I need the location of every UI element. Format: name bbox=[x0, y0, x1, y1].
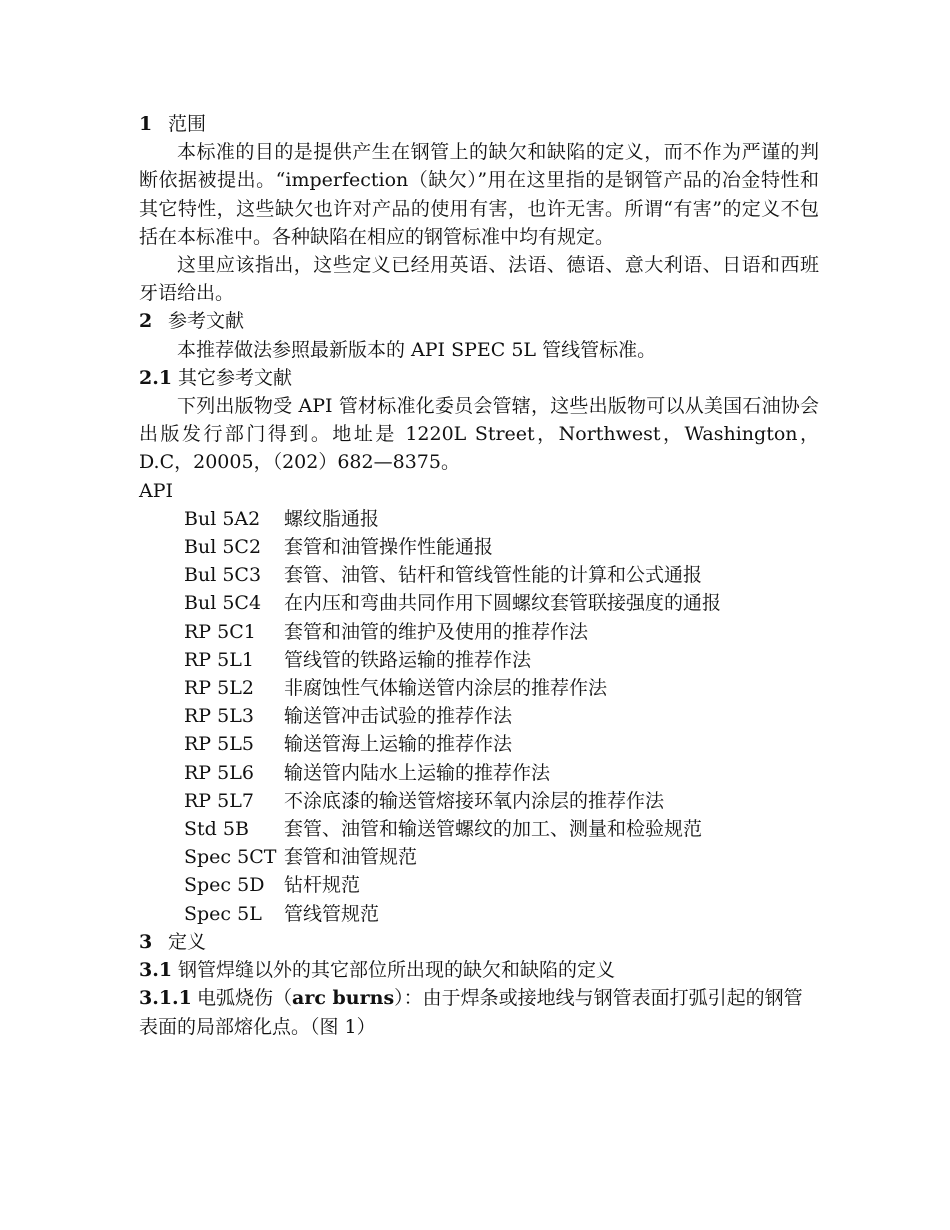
reference-title: 管线管规范 bbox=[284, 902, 380, 925]
reference-title: 套管、油管和输送管螺纹的加工、测量和检验规范 bbox=[284, 818, 703, 841]
reference-code: Bul 5A2 bbox=[184, 507, 261, 530]
section-number: 3.1.1 bbox=[139, 987, 192, 1010]
reference-code: RP 5L2 bbox=[184, 677, 254, 700]
reference-title: 钻杆规范 bbox=[284, 874, 361, 897]
reference-code: RP 5L1 bbox=[184, 648, 254, 671]
reference-title: 非腐蚀性气体输送管内涂层的推荐作法 bbox=[284, 677, 608, 700]
reference-code: Spec 5CT bbox=[184, 846, 277, 869]
reference-code: Bul 5C3 bbox=[184, 564, 262, 587]
reference-title: 螺纹脂通报 bbox=[284, 507, 380, 530]
reference-code: Bul 5C2 bbox=[184, 536, 262, 559]
reference-item bbox=[139, 702, 819, 730]
reference-code: RP 5C1 bbox=[184, 620, 256, 643]
reference-code: Spec 5D bbox=[184, 874, 265, 897]
reference-title: 套管和油管规范 bbox=[284, 846, 418, 869]
section-number: 2 bbox=[139, 310, 153, 333]
paragraph-other-references: 下列出版物受 API 管材标准化委员会管辖，这些出版物可以从美国石油协会出版发行部门得到。地址是 1220L Street，Northwest，Washington，D.C，20005，（202）682—8375。 bbox=[139, 395, 819, 474]
reference-title: 输送管海上运输的推荐作法 bbox=[284, 733, 513, 756]
reference-item bbox=[139, 589, 819, 617]
reference-title: 套管和油管操作性能通报 bbox=[284, 536, 494, 559]
section-heading-2-1 bbox=[139, 364, 819, 392]
api-label: API bbox=[139, 479, 174, 502]
section-number: 3 bbox=[139, 930, 153, 953]
reference-item bbox=[139, 533, 819, 561]
section-title: 参考文献 bbox=[168, 310, 245, 333]
section-heading-2 bbox=[139, 307, 819, 335]
reference-item bbox=[139, 787, 819, 815]
reference-code: Spec 5L bbox=[184, 902, 262, 925]
section-title: 钢管焊缝以外的其它部位所出现的缺欠和缺陷的定义 bbox=[178, 959, 616, 982]
reference-item bbox=[139, 871, 819, 899]
reference-code: RP 5L7 bbox=[184, 789, 254, 812]
section-title: 其它参考文献 bbox=[178, 366, 293, 389]
section-number: 3.1 bbox=[139, 959, 173, 982]
reference-item bbox=[139, 505, 819, 533]
reference-item bbox=[139, 674, 819, 702]
reference-item bbox=[139, 815, 819, 843]
reference-code: RP 5L6 bbox=[184, 761, 254, 784]
definition-text: ）：由于焊条或接地线与钢管表面打弧引起的钢管表面的局部熔化点。（图 1） bbox=[139, 987, 803, 1038]
section-heading-1 bbox=[139, 110, 819, 138]
reference-item bbox=[139, 759, 819, 787]
definition-arc-burns bbox=[139, 984, 819, 1040]
reference-title: 套管和油管的维护及使用的推荐作法 bbox=[284, 620, 589, 643]
section-title: 定义 bbox=[168, 930, 207, 953]
section-number: 1 bbox=[139, 113, 153, 135]
reference-item bbox=[139, 561, 819, 589]
definition-title-prefix: 电弧烧伤（ bbox=[197, 987, 293, 1010]
document-content bbox=[139, 110, 819, 1041]
paragraph-scope-2: 这里应该指出，这些定义已经用英语、法语、德语、意大利语、日语和西班牙语给出。 bbox=[139, 254, 819, 305]
paragraph-scope-1: 本标准的目的是提供产生在钢管上的缺欠和缺陷的定义，而不作为严谨的判断依据被提出。“imperfection（缺欠）”用在这里指的是钢管产品的冶金特性和其它特性，这些缺欠也许对产品的使用有害，也许无害。所谓“有害”的定义不包括在本标准中。各种缺陷在相应的钢管标准中均有规定。 bbox=[139, 141, 819, 248]
reference-list bbox=[139, 505, 819, 928]
reference-item bbox=[139, 618, 819, 646]
reference-title: 在内压和弯曲共同作用下圆螺纹套管联接强度的通报 bbox=[284, 592, 722, 615]
definition-term: arc burns bbox=[292, 987, 395, 1010]
reference-code: RP 5L5 bbox=[184, 733, 254, 756]
section-heading-3-1 bbox=[139, 956, 819, 984]
reference-code: Bul 5C4 bbox=[184, 592, 262, 615]
section-title: 范围 bbox=[168, 113, 207, 135]
reference-title: 不涂底漆的输送管熔接环氧内涂层的推荐作法 bbox=[284, 789, 665, 812]
section-heading-3 bbox=[139, 928, 819, 956]
reference-item bbox=[139, 646, 819, 674]
reference-title: 管线管的铁路运输的推荐作法 bbox=[284, 648, 532, 671]
reference-item bbox=[139, 730, 819, 758]
reference-code: RP 5L3 bbox=[184, 705, 254, 728]
reference-title: 套管、油管、钻杆和管线管性能的计算和公式通报 bbox=[284, 564, 703, 587]
reference-title: 输送管冲击试验的推荐作法 bbox=[284, 705, 513, 728]
section-number: 2.1 bbox=[139, 366, 173, 389]
reference-item bbox=[139, 900, 819, 928]
reference-code: Std 5B bbox=[184, 818, 249, 841]
paragraph-references: 本推荐做法参照最新版本的 API SPEC 5L 管线管标准。 bbox=[177, 338, 657, 361]
reference-item bbox=[139, 843, 819, 871]
reference-title: 输送管内陆水上运输的推荐作法 bbox=[284, 761, 551, 784]
